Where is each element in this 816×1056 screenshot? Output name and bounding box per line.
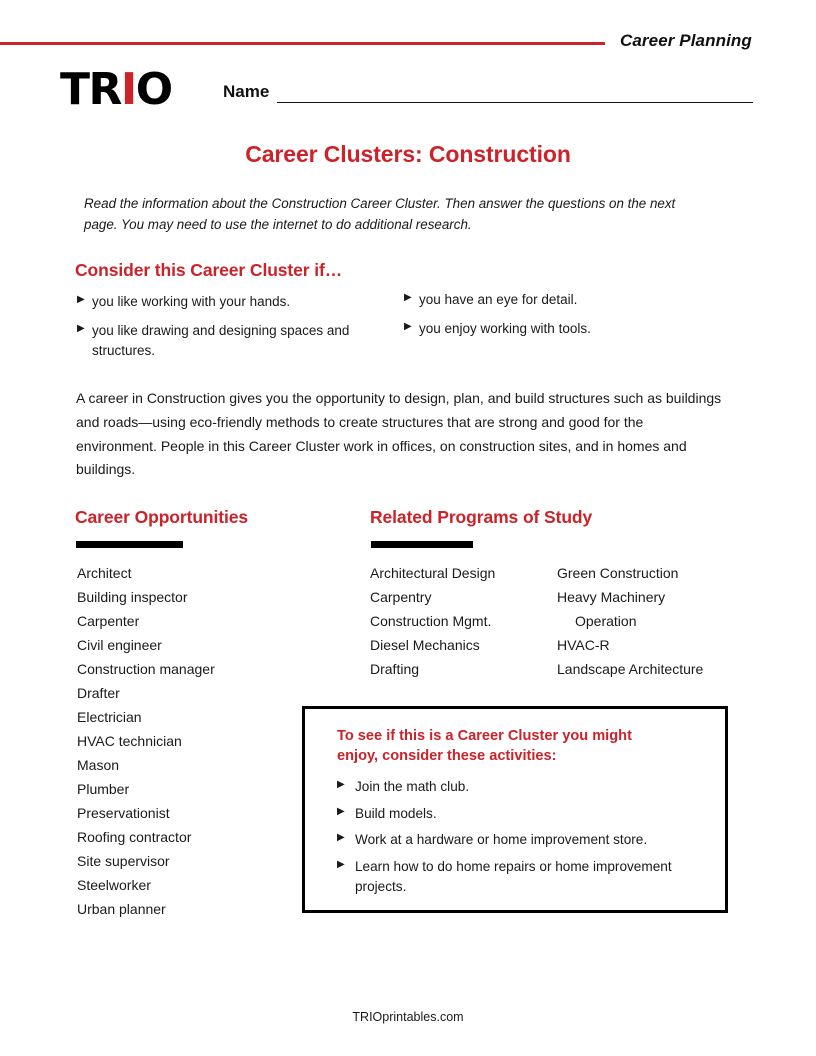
career-opportunities-list (77, 561, 307, 921)
list-item (404, 319, 704, 339)
list-item (77, 292, 377, 312)
list-item: Drafter (77, 685, 120, 701)
triangle-bullet-icon: ▶ (337, 832, 345, 844)
list-item: Architectural Design (370, 565, 496, 581)
list-item: Roofing contractor (77, 829, 192, 845)
list-item: Diesel Mechanics (370, 637, 480, 653)
list-item: Civil engineer (77, 637, 162, 653)
related-programs-column-2 (557, 561, 757, 681)
activities-list (337, 777, 697, 904)
triangle-bullet-icon: ▶ (77, 322, 85, 334)
triangle-bullet-icon: ▶ (404, 320, 412, 332)
list-item: Landscape Architecture (557, 661, 704, 677)
activities-heading: To see if this is a Career Cluster you might enjoy, consider these activities: (337, 728, 632, 764)
logo-text-after: O (135, 64, 172, 115)
consider-column-1 (77, 292, 377, 370)
name-label: Name (223, 82, 270, 101)
list-item: Building inspector (77, 589, 188, 605)
page-title: Career Clusters: Construction (245, 141, 571, 167)
related-programs-heading: Related Programs of Study (370, 507, 593, 527)
list-item-label: you like drawing and designing spaces and structures. (92, 322, 350, 358)
list-item (337, 804, 697, 824)
list-item: Carpenter (77, 613, 140, 629)
footer-url: TRIOprintables.com (352, 1010, 464, 1024)
related-programs-underline (371, 541, 473, 548)
list-item: Site supervisor (77, 853, 170, 869)
section-label: Career Planning (620, 31, 752, 50)
cluster-description: A career in Construction gives you the opportunity to design, plan, and build structures such as buildings and roads—using eco-friendly methods to create structures that are strong and good for the environment. People in this Career Cluster work in offices, on construction sites, and in homes and buildings. (76, 390, 722, 478)
list-item: Construction Mgmt. (370, 613, 492, 629)
list-item: HVAC-R (557, 637, 610, 653)
list-item: HVAC technician (77, 733, 182, 749)
list-item (77, 321, 377, 361)
list-item: Preservationist (77, 805, 170, 821)
list-item-label: you have an eye for detail. (419, 292, 578, 307)
list-item-label: Join the math club. (355, 779, 470, 794)
name-input-line[interactable] (277, 102, 753, 103)
consider-heading: Consider this Career Cluster if… (75, 260, 343, 280)
list-item: Mason (77, 757, 120, 773)
career-opportunities-heading: Career Opportunities (75, 507, 249, 527)
list-item (337, 777, 697, 797)
triangle-bullet-icon: ▶ (337, 779, 345, 790)
list-item: Urban planner (77, 901, 166, 917)
header-red-rule (0, 42, 605, 45)
triangle-bullet-icon: ▶ (77, 294, 85, 305)
list-item-label: you like working with your hands. (92, 294, 291, 309)
intro-instructions: Read the information about the Construction Career Cluster. Then answer the questions on the next page. You may need to use the internet to do additional research. (84, 196, 676, 232)
career-opportunities-underline (76, 541, 183, 548)
list-item-label: Learn how to do home repairs or home improvement projects. (355, 859, 672, 894)
list-item: Green Construction (557, 565, 679, 581)
list-item-label: you enjoy working with tools. (419, 320, 591, 336)
list-item: Steelworker (77, 877, 151, 893)
list-item: Architect (77, 565, 132, 581)
list-item: Carpentry (370, 589, 432, 605)
list-item: Heavy Machinery (557, 589, 666, 605)
trio-logo (60, 64, 172, 115)
list-item: Drafting (370, 661, 420, 677)
list-item (337, 830, 697, 850)
list-item-label: Work at a hardware or home improvement store. (355, 832, 648, 848)
activities-box (302, 706, 728, 913)
triangle-bullet-icon: ▶ (404, 292, 412, 303)
list-item: Plumber (77, 781, 130, 797)
consider-column-2 (404, 290, 704, 348)
logo-accent-letter: I (120, 64, 136, 115)
list-item (404, 290, 704, 310)
list-item: Electrician (77, 709, 142, 725)
list-item (337, 857, 697, 896)
triangle-bullet-icon: ▶ (337, 805, 345, 817)
list-item-label: Build models. (355, 805, 437, 821)
related-programs-column-1 (370, 561, 550, 681)
logo-text-before: TR (60, 64, 121, 115)
triangle-bullet-icon: ▶ (337, 859, 345, 871)
list-item: Construction manager (77, 661, 215, 677)
list-item-continuation: Operation (575, 613, 637, 629)
